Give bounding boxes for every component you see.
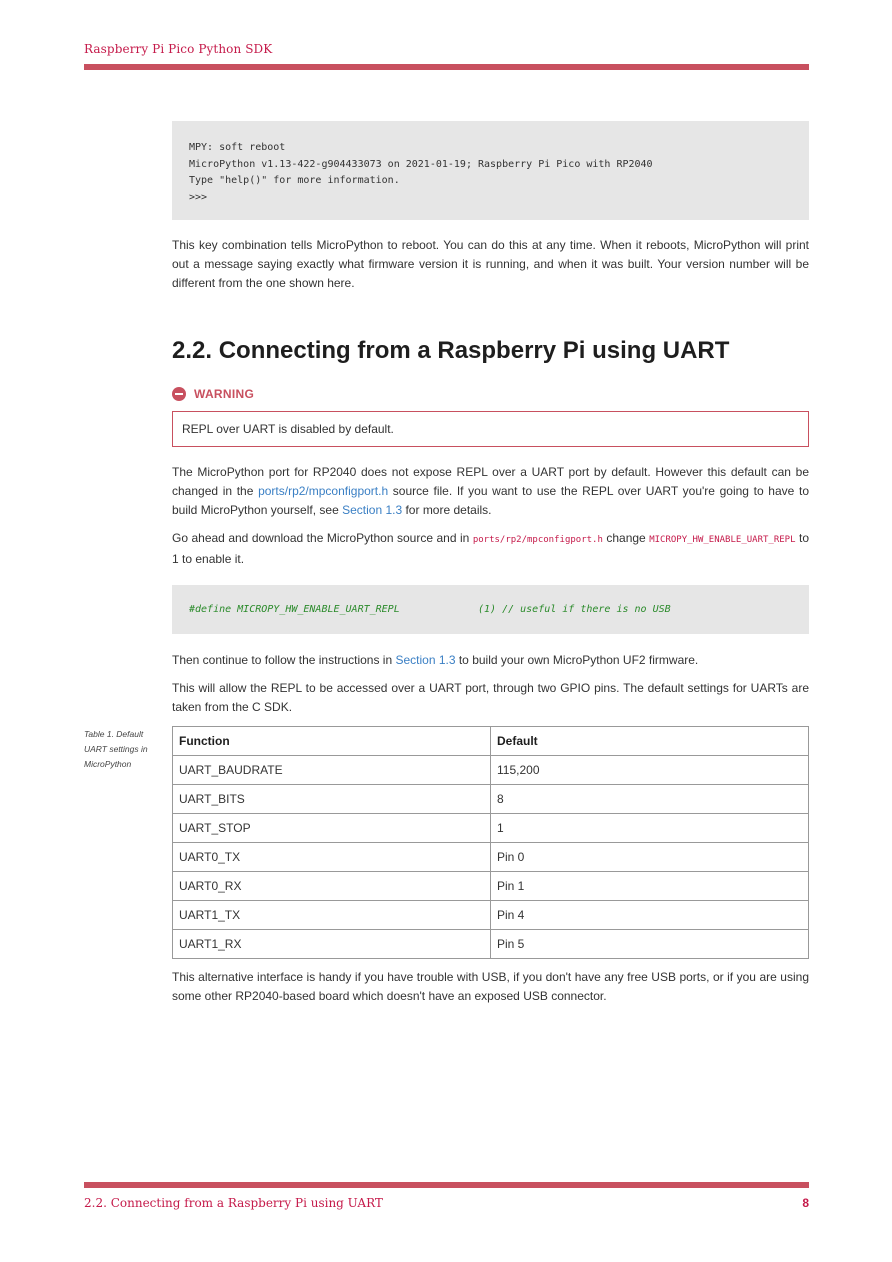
table-cell: UART0_RX <box>173 872 491 901</box>
code-line: >>> <box>189 192 208 204</box>
code-line: Type "help()" for more information. <box>189 175 400 187</box>
footer-title: 2.2. Connecting from a Raspberry Pi using UART <box>84 1196 383 1210</box>
table-cell: Pin 4 <box>491 901 809 930</box>
header-title: Raspberry Pi Pico Python SDK <box>84 42 273 56</box>
text-run: The MicroPython port for RP2040 does not expose REPL over a UART port by default. However this default can be changed in the <box>172 465 809 498</box>
text-run: for more details. <box>402 503 492 517</box>
section-heading: 2.2. Connecting from a Raspberry Pi using UART <box>172 337 730 364</box>
define-code-block <box>172 585 809 634</box>
text-run: to 1 to enable it. <box>172 531 810 566</box>
table-cell: UART1_TX <box>173 901 491 930</box>
table-cell: UART_STOP <box>173 814 491 843</box>
section-1-3-link[interactable]: Section 1.3 <box>342 503 403 517</box>
table-cell: 115,200 <box>491 756 809 785</box>
instructions-paragraph <box>172 651 809 670</box>
table-cell: 8 <box>491 785 809 814</box>
table-row <box>173 901 809 930</box>
text-run: Go ahead and download the MicroPython source and in <box>172 531 473 545</box>
code-line: MPY: soft reboot <box>189 142 286 153</box>
column-header: Default <box>491 727 809 756</box>
table-row <box>173 756 809 785</box>
text-run: Then continue to follow the instructions in <box>172 653 396 667</box>
table-cell: Pin 1 <box>491 872 809 901</box>
table-cell: UART1_RX <box>173 930 491 959</box>
table-row <box>173 843 809 872</box>
table-cell: 1 <box>491 814 809 843</box>
table-row <box>173 872 809 901</box>
warning-icon <box>172 387 186 401</box>
table-cell: UART0_TX <box>173 843 491 872</box>
table-cell: UART_BITS <box>173 785 491 814</box>
page-number: 8 <box>802 1196 809 1210</box>
text-run: source file. If you want to use the REPL over UART you're going to have to build MicroPython yourself, see <box>172 484 809 517</box>
column-header: Function <box>173 727 491 756</box>
table-caption: Table 1. Default UART settings in MicroPython <box>84 729 148 769</box>
table-row <box>173 930 809 959</box>
section-1-3-link[interactable]: Section 1.3 <box>395 653 456 667</box>
code-line: MicroPython v1.13-422-g904433073 on 2021-01-19; Raspberry Pi Pico with RP2040 <box>189 158 653 170</box>
uart-repl-paragraph <box>172 463 809 520</box>
text-run: change <box>602 531 650 545</box>
table-cell: Pin 0 <box>491 843 809 872</box>
warning-label: WARNING <box>194 387 255 401</box>
table-cell: Pin 5 <box>491 930 809 959</box>
table-cell: UART_BAUDRATE <box>173 756 491 785</box>
mpconfigport-link[interactable]: ports/rp2/mpconfigport.h <box>258 484 389 498</box>
text-run: to build your own MicroPython UF2 firmware. <box>455 653 699 667</box>
warning-box: REPL over UART is disabled by default. <box>172 411 809 447</box>
uart-settings-table <box>172 726 809 959</box>
inline-code-path: ports/rp2/mpconfigport.h <box>472 535 603 545</box>
gpio-paragraph: This will allow the REPL to be accessed over a UART port, through two GPIO pins. The default settings for UARTs are taken from the C SDK. <box>172 681 809 714</box>
inline-code-define: MICROPY_HW_ENABLE_UART_REPL <box>649 535 796 545</box>
warning-header <box>172 387 254 401</box>
repl-output-code-block <box>172 121 809 220</box>
table-row <box>173 785 809 814</box>
header-rule <box>84 64 809 70</box>
footer-rule <box>84 1182 809 1188</box>
reboot-paragraph: This key combination tells MicroPython to reboot. You can do this at any time. When it reboots, MicroPython will print out a message saying exactly what firmware version it is running, and when it was built. Your version number will be different from the one shown here. <box>172 238 809 290</box>
table-header-row <box>173 727 809 756</box>
code-line: #define MICROPY_HW_ENABLE_UART_REPL (1) // useful if there is no USB <box>189 604 671 615</box>
table-row <box>173 814 809 843</box>
alternative-interface-paragraph: This alternative interface is handy if you have trouble with USB, if you don't have any free USB ports, or if you are using some other RP2040-based board which doesn't have an exposed USB connector. <box>172 970 809 1003</box>
download-paragraph <box>172 529 809 569</box>
